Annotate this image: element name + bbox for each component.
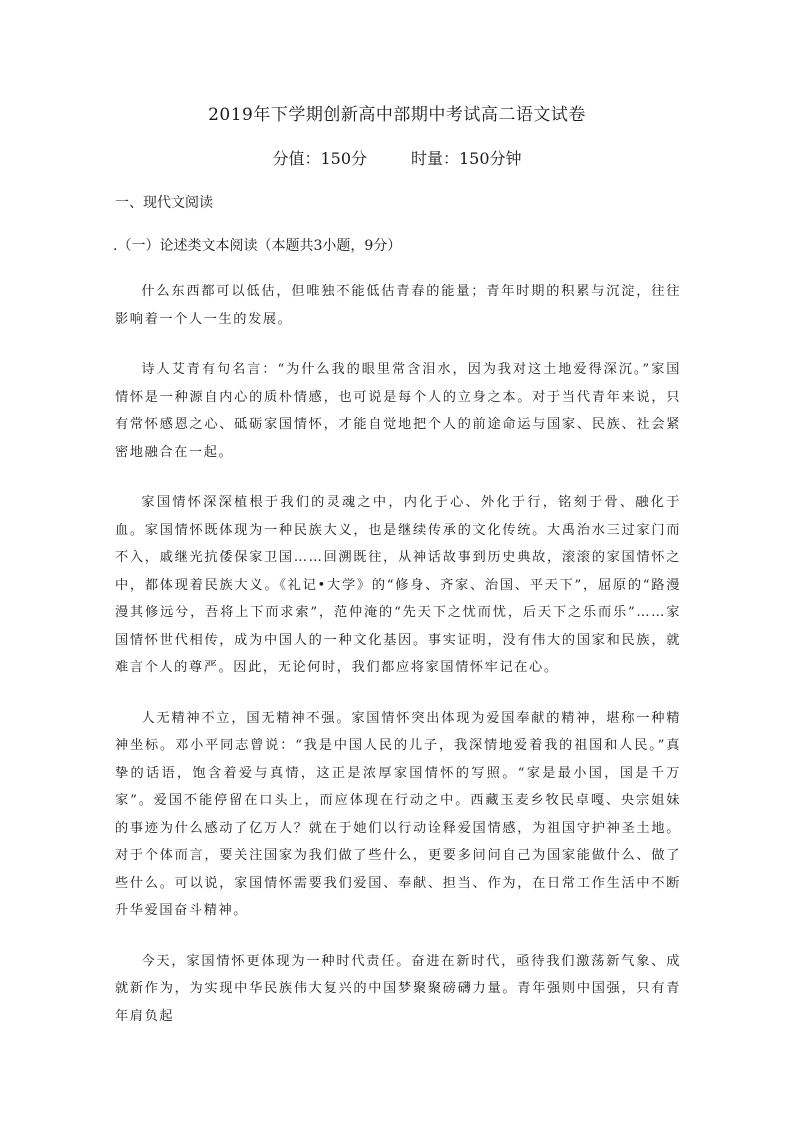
paragraph: 什么东西都可以低估，但唯独不能低估青春的能量；青年时期的积累与沉淀，往往影响着一个人一生的发展。 <box>115 284 681 327</box>
subsection-heading: .（一）论述类文本阅读（本题共3小题，9分） <box>113 238 402 254</box>
reading-passage <box>115 278 681 1053</box>
exam-title: 2019年下学期创新高中部期中考试高二语文试卷 <box>208 105 586 125</box>
paragraph: 诗人艾青有句名言：“为什么我的眼里常含泪水，因为我对这土地爱得深沉。”家国情怀是一种源自内心的质朴情感，也可说是每个人的立身之本。对于当代青年来说，只有常怀感恩之心、砥砺家国情怀，才能自觉地把个人的前途命运与国家、民族、社会紧密地融合在一起。 <box>115 362 681 460</box>
time-info: 时量：150分钟 <box>411 149 522 168</box>
paragraph: 今天，家国情怀更体现为一种时代责任。奋进在新时代，亟待我们激荡新气象、成就新作为，为实现中华民族伟大复兴的中国梦聚聚磅礴力量。青年强则中国强，只有青年肩负起 <box>115 953 681 1024</box>
paragraph: 家国情怀深深植根于我们的灵魂之中，内化于心、外化于行，铭刻于骨、融化于血。家国情怀既体现为一种民族大义，也是继续传承的文化传统。大禹治水三过家门而不入，戚继光抗倭保家卫国……回溯既往，从神话故事到历史典故，滚滚的家国情怀之中，都体现着民族大义。《礼记•大学》的“修身、齐家、治国、平天下”，屈原的“路漫漫其修远兮，吾将上下而求索”，范仲淹的“先天下之忧而忧，后天下之乐而乐”……家国情怀世代相传，成为中国人的一种文化基因。事实证明，没有伟大的国家和民族，就难言个人的尊严。因此，无论何时，我们都应将家国情怀牢记在心。 <box>115 495 681 675</box>
exam-meta <box>0 146 794 169</box>
paragraph: 人无精神不立，国无精神不强。家国情怀突出体现为爱国奉献的精神，堪称一种精神坐标。邓小平同志曾说：“我是中国人民的儿子，我深情地爱着我的祖国和人民。”真挚的话语，饱含着爱与真情，这正是浓厚家国情怀的写照。“家是最小国，国是千万家”。爱国不能停留在口头上，而应体现在行动之中。西藏玉麦乡牧民卓嘎、央宗姐妹的事迹为什么感动了亿万人？就在于她们以行动诠释爱国情感，为祖国守护神圣土地。对于个体而言，要关注国家为我们做了些什么，更要多问问自己为国家能做什么、做了些什么。可以说，家国情怀需要我们爱国、奉献、担当、作为，在日常工作生活中不断升华爱国奋斗精神。 <box>115 710 681 918</box>
section-heading: 一、现代文阅读 <box>115 195 213 211</box>
score-info: 分值：150分 <box>272 149 367 168</box>
